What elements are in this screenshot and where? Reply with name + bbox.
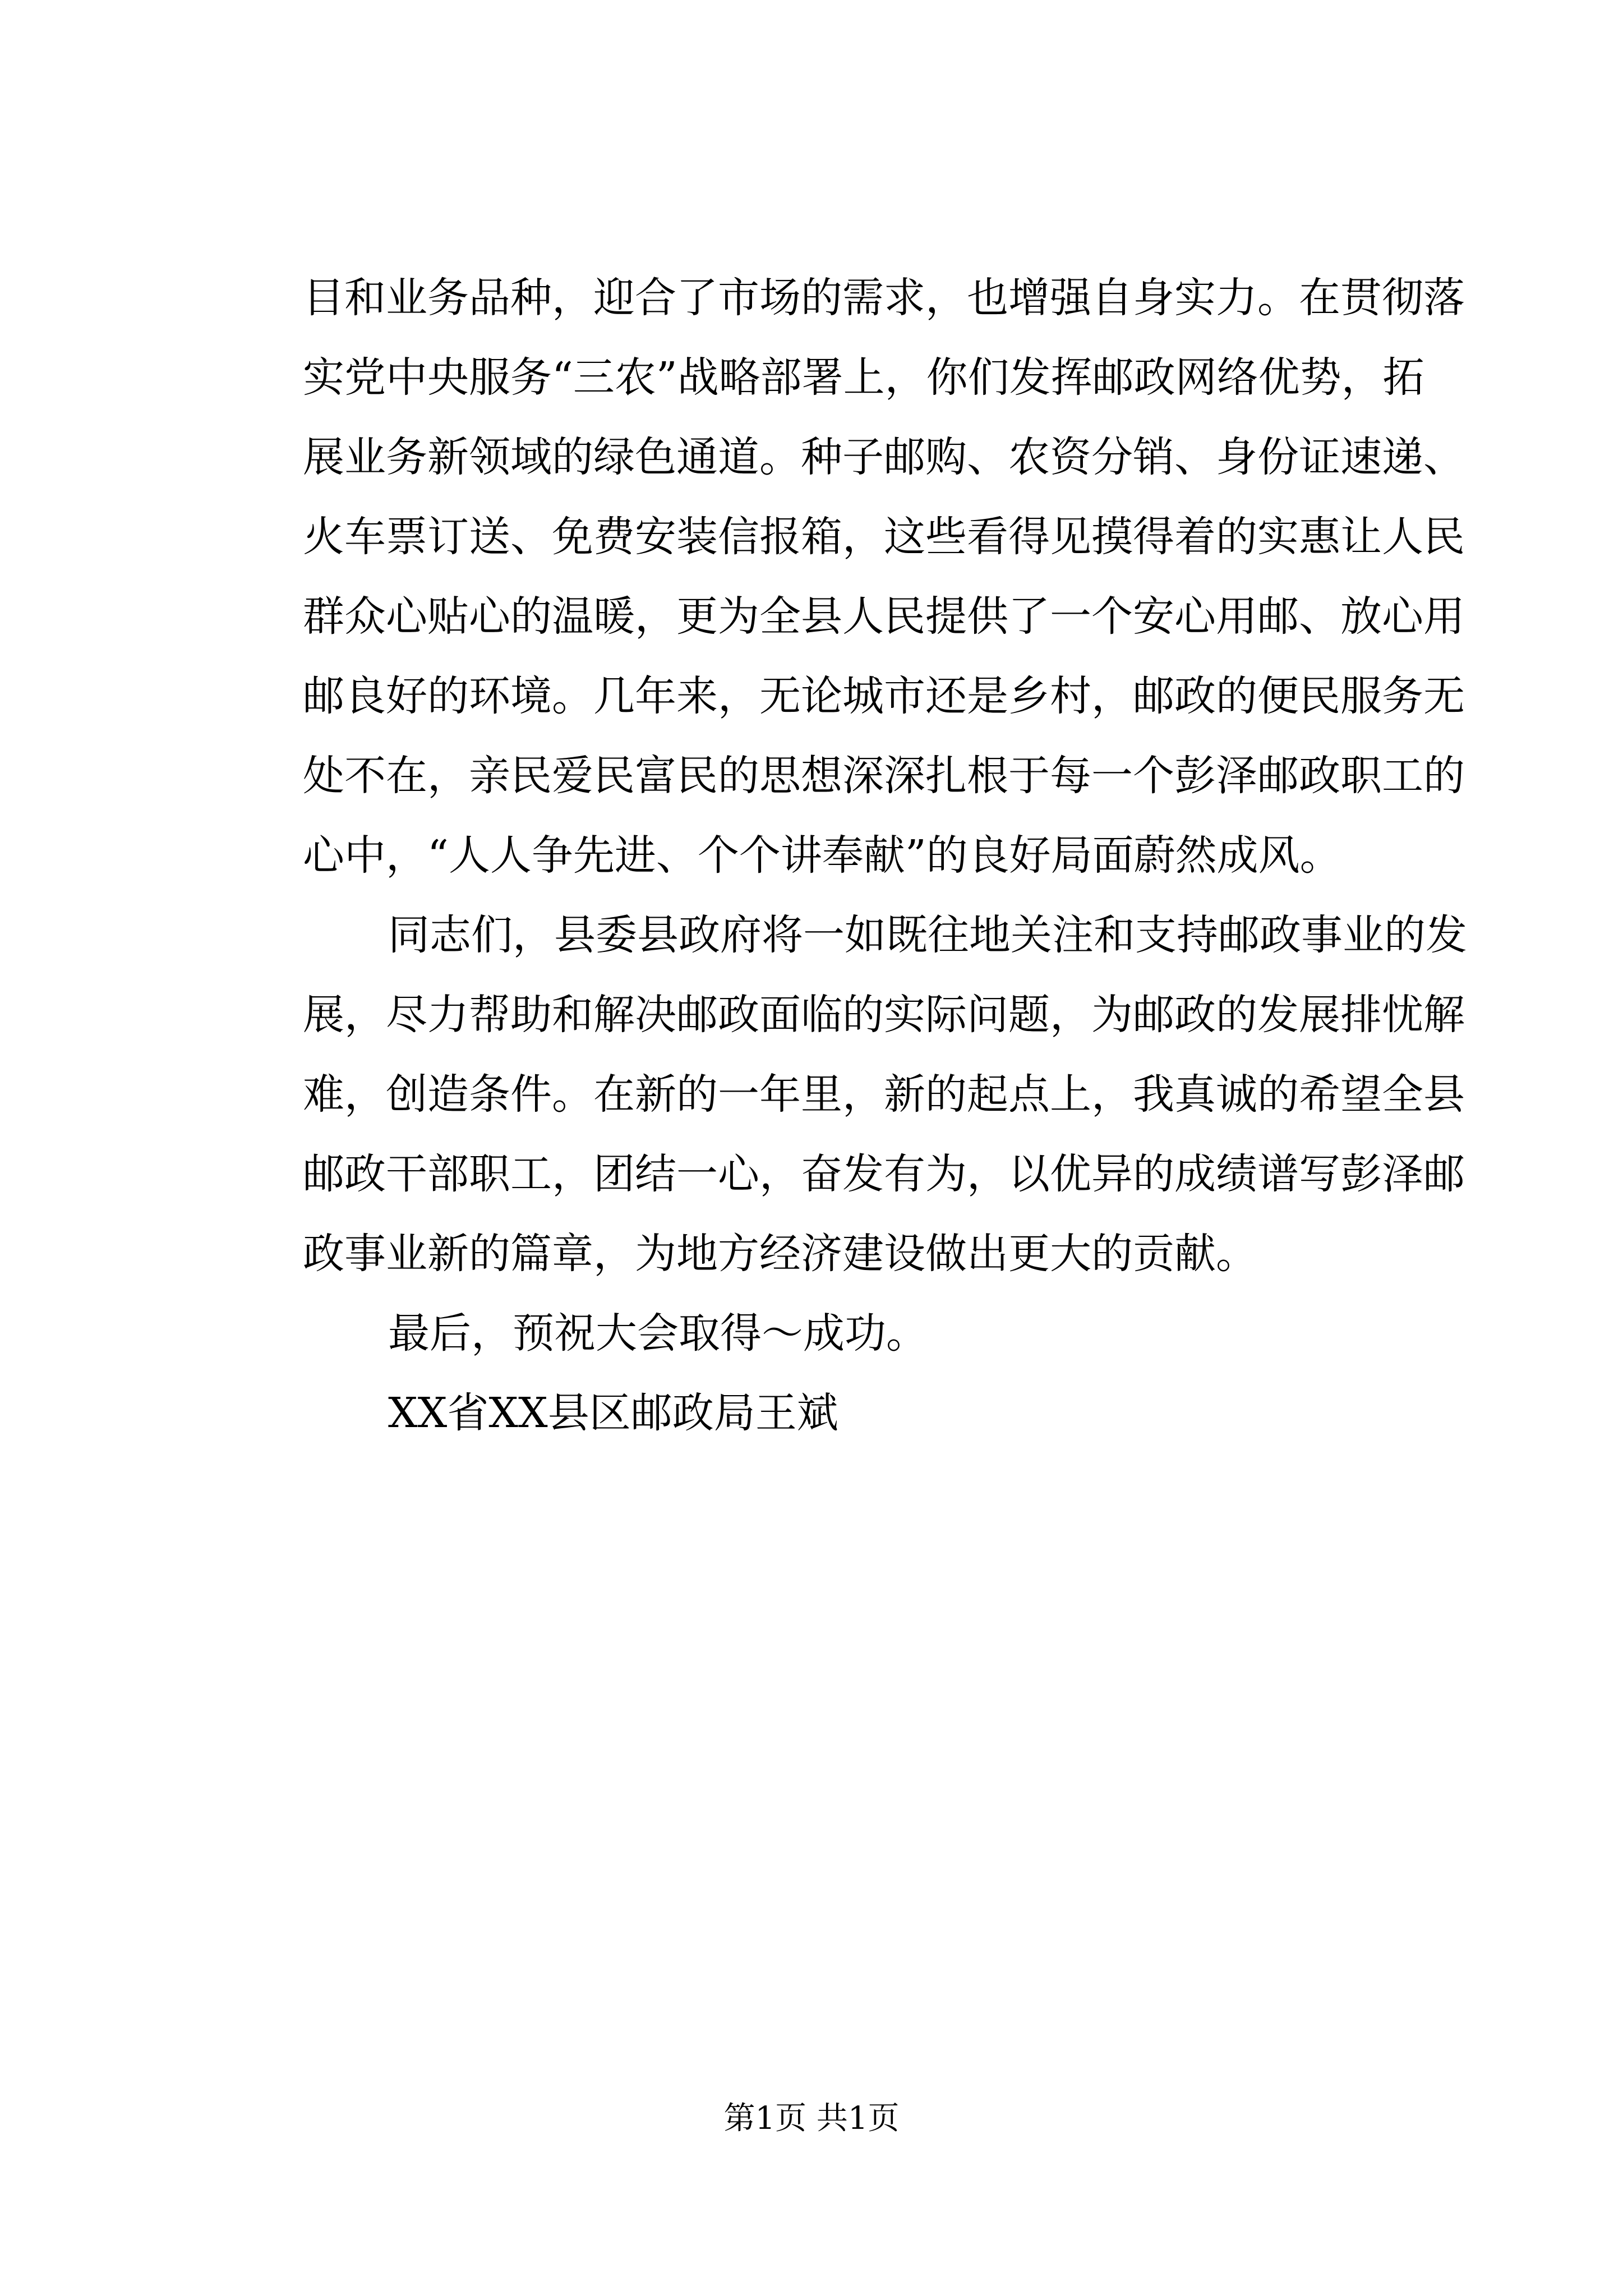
paragraph-line: 目和业务品种，迎合了市场的需求，也增强自身实力。在贯彻落 bbox=[303, 274, 1465, 322]
paragraph-line: 实党中央服务“三农”战略部署上，你们发挥邮政网络优势，拓 bbox=[303, 353, 1424, 402]
paragraph-line: 处不在，亲民爱民富民的思想深深扎根于每一个彭泽邮政职工的 bbox=[303, 752, 1465, 800]
page-footer bbox=[0, 2099, 1623, 2138]
document-body bbox=[303, 258, 1467, 1453]
paragraph-line: 邮政干部职工，团结一心，奋发有为，以优异的成绩谱写彭泽邮 bbox=[303, 1150, 1465, 1198]
paragraph-line: 政事业新的篇章，为地方经济建设做出更大的贡献。 bbox=[303, 1230, 1257, 1278]
paragraph-line: 展业务新领域的绿色通道。种子邮购、农资分销、身份证速递、 bbox=[303, 433, 1465, 481]
page-number: 第1页 共1页 bbox=[723, 2100, 900, 2137]
paragraph-line: 邮良好的环境。几年来，无论城市还是乡村，邮政的便民服务无 bbox=[303, 672, 1465, 720]
paragraph-line: 同志们，县委县政府将一如既往地关注和支持邮政事业的发 bbox=[388, 911, 1467, 959]
paragraph-line: 展，尽力帮助和解决邮政面临的实际问题，为邮政的发展排忧解 bbox=[303, 991, 1465, 1039]
signature: XX省XX县区邮政局王斌 bbox=[388, 1389, 838, 1437]
closing-remark: 最后，预祝大会取得～成功。 bbox=[388, 1309, 928, 1358]
paragraph-line: 火车票订送、免费安装信报箱，这些看得见摸得着的实惠让人民 bbox=[303, 513, 1465, 561]
paragraph-2 bbox=[303, 895, 1467, 1294]
paragraph-1 bbox=[303, 258, 1465, 895]
paragraph-line: 心中，“人人争先进、个个讲奉献”的良好局面蔚然成风。 bbox=[303, 831, 1341, 880]
paragraph-line: 群众心贴心的温暖，更为全县人民提供了一个安心用邮、放心用 bbox=[303, 592, 1465, 641]
paragraph-line: 难，创造条件。在新的一年里，新的起点上，我真诚的希望全县 bbox=[303, 1070, 1465, 1119]
